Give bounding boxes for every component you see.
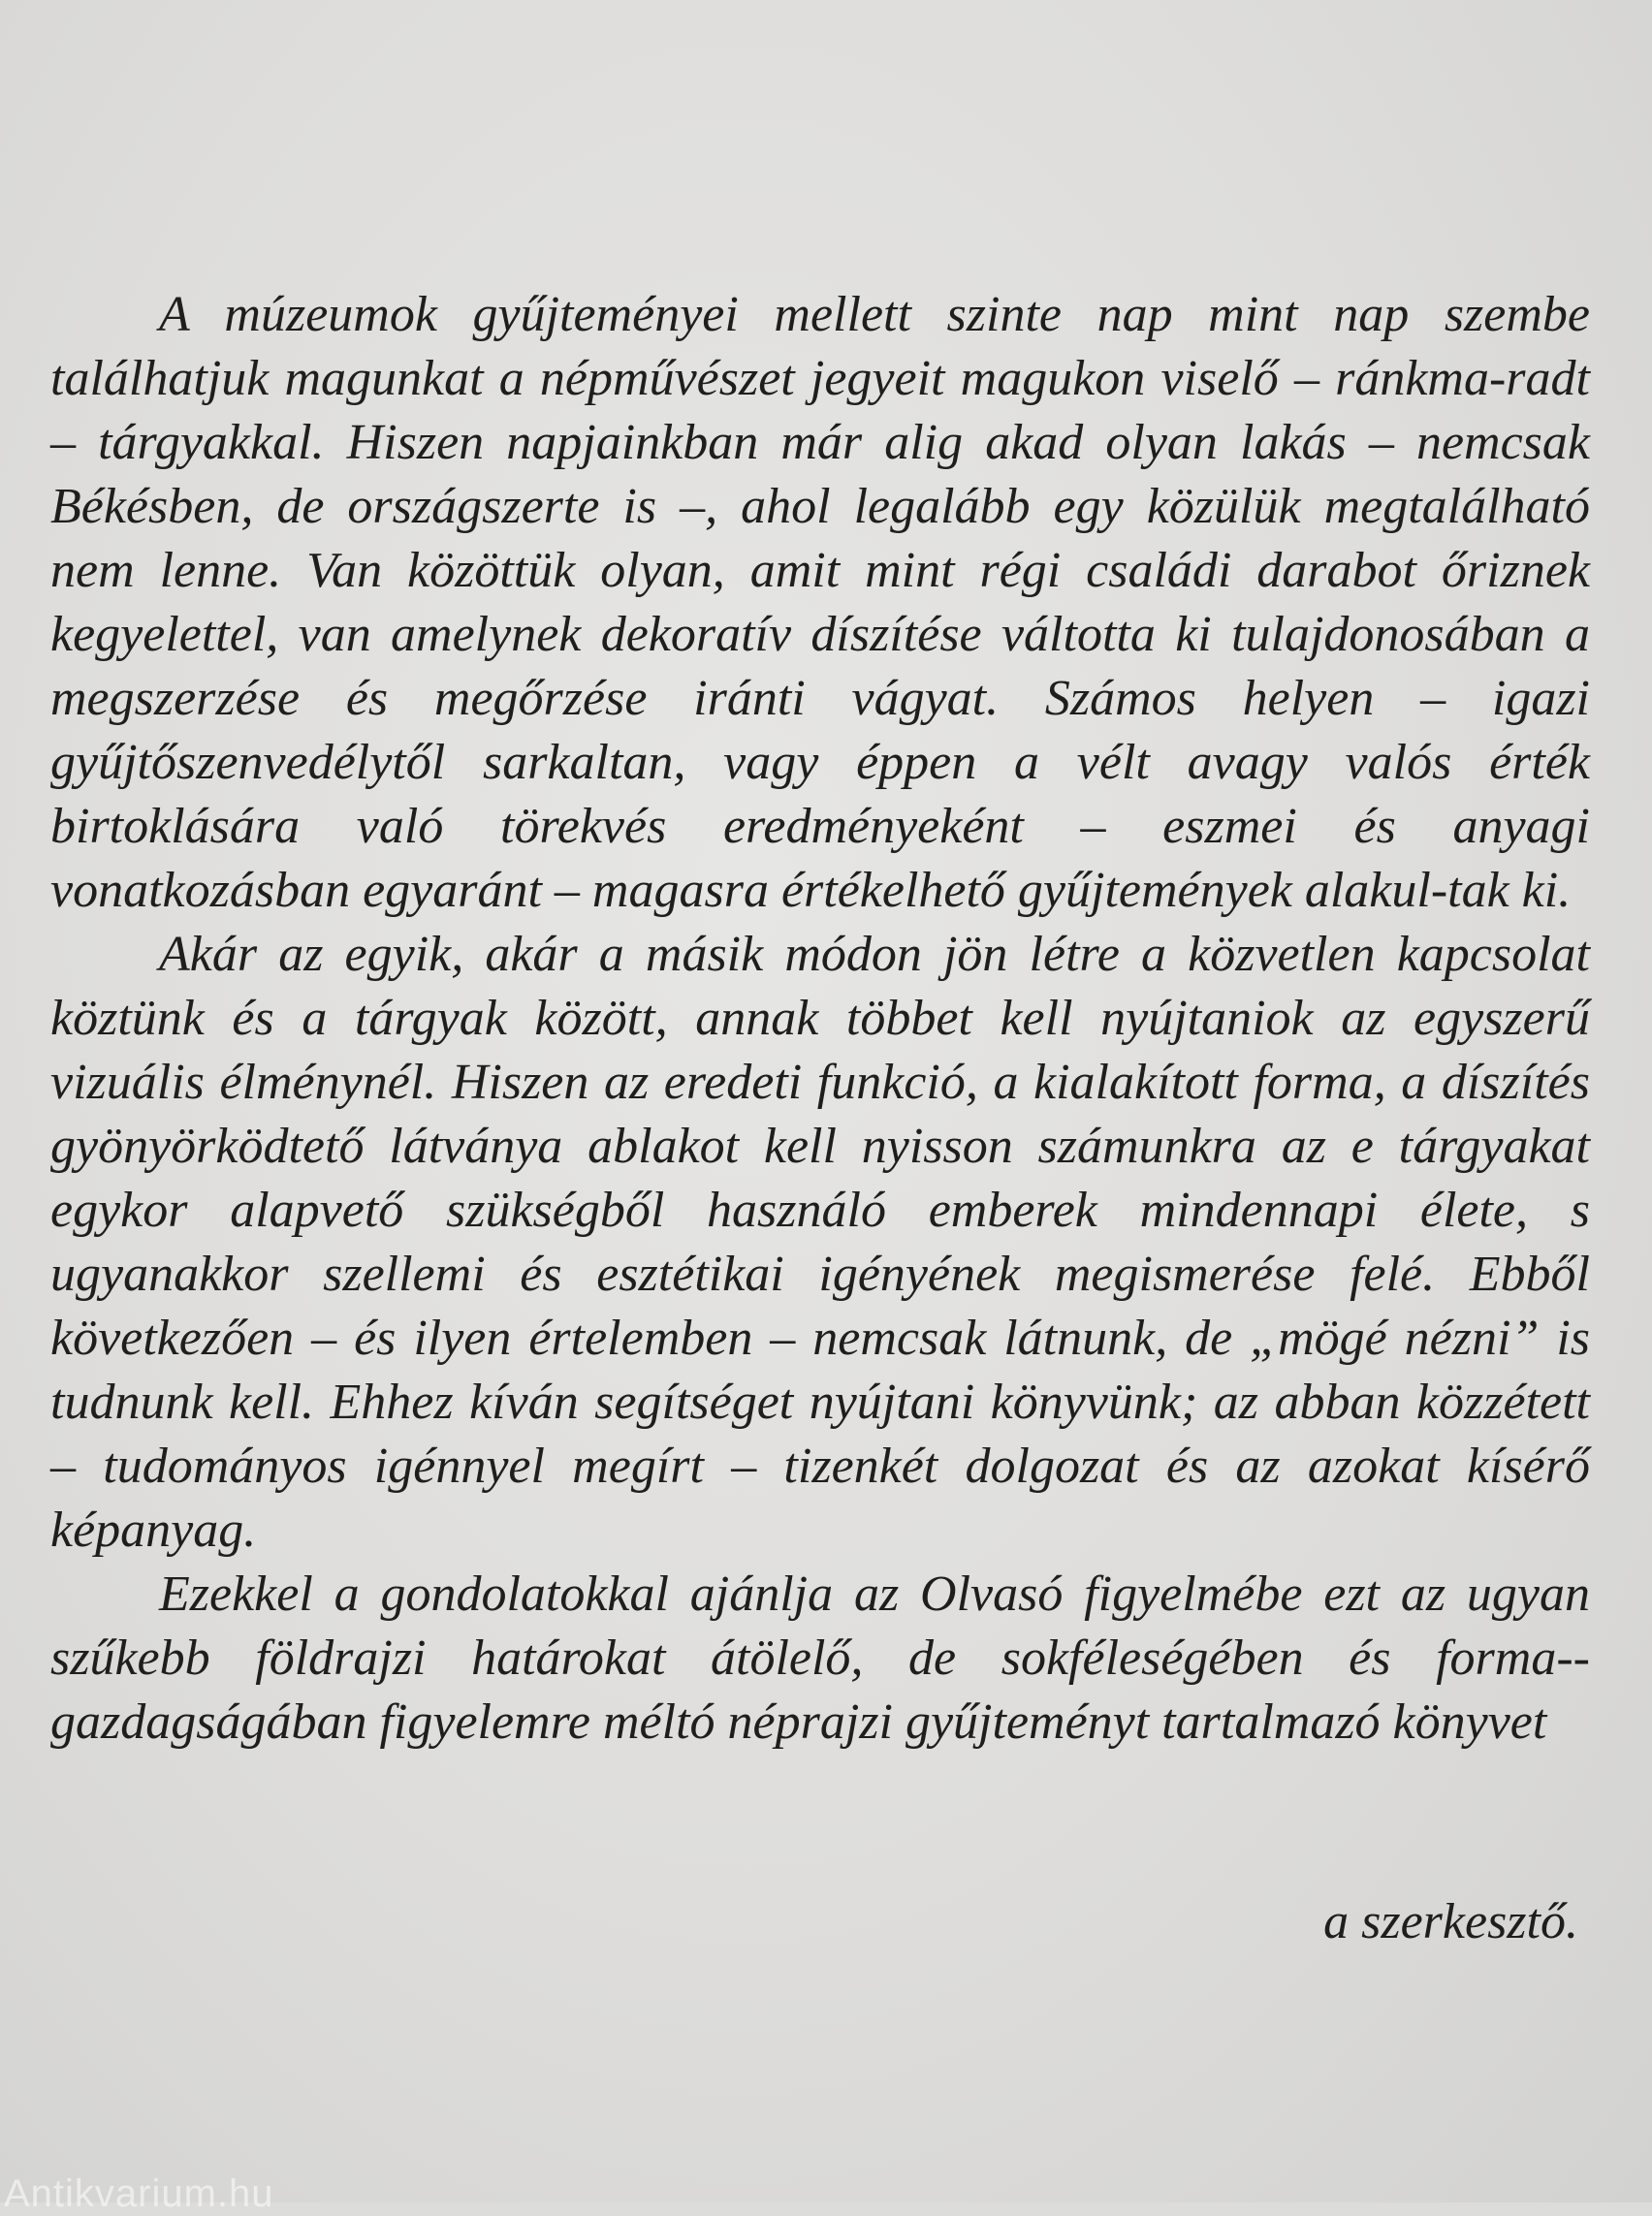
- paragraph-2: Akár az egyik, akár a másik módon jön létre a közvetlen kapcsolat köztünk és a tárgyak között, annak többet kell nyújtaniok az egyszerű vizuális élménynél. Hiszen az eredeti funkció, a kialakított forma, a díszítés gyönyörködtető látványa ablakot kell nyisson számunkra az e tárgyakat egykor alapvető szükségből használó emberek mindennapi élete, s ugyanakkor szellemi és esztétikai igényének megismerése felé. Ebből következően – és ilyen értelemben – nemcsak látnunk, de „mögé nézni” is tudnunk kell. Ehhez kíván segítséget nyújtani könyvünk; az abban közzétett – tudományos igénnyel megírt – tizenkét dolgozat és az azokat kísérő képanyag.: [50, 927, 1590, 1558]
- watermark: Antikvarium.hu: [4, 2172, 274, 2215]
- paragraph-3: Ezekkel a gondolatokkal ajánlja az Olvasó figyelmébe ezt az ugyan szűkebb földrajzi határokat átölelő, de sokféleségében és forma-gazdagságában figyelemre méltó néprajzi gyűjteményt tartalmazó könyvet: [50, 1567, 1590, 1750]
- paragraph-1: A múzeumok gyűjteményei mellett szinte nap mint nap szembe találhatjuk magunkat a népművészet jegyeit magukon viselő – ránkma-radt – tárgyakkal. Hiszen napjainkban már alig akad olyan lakás – nemcsak Békésben, de országszerte is –, ahol legalább egy közülük megtalálható nem lenne. Van közöttük olyan, amit mint régi családi darabot őriznek kegyelettel, van amelynek dekoratív díszítése váltotta ki tulajdonosában a megszerzése és megőrzése iránti vágyat. Számos helyen – igazi gyűjtőszenvedélytől sarkaltan, vagy éppen a vélt avagy valós érték birtoklására való törekvés eredményeként – eszmei és anyagi vonatkozásban egyaránt – magasra értékelhető gyűjtemények alakul-tak ki.: [50, 287, 1590, 918]
- preface-text: [50, 283, 1590, 1755]
- editor-signature: a szerkesztő.: [1323, 1894, 1578, 1949]
